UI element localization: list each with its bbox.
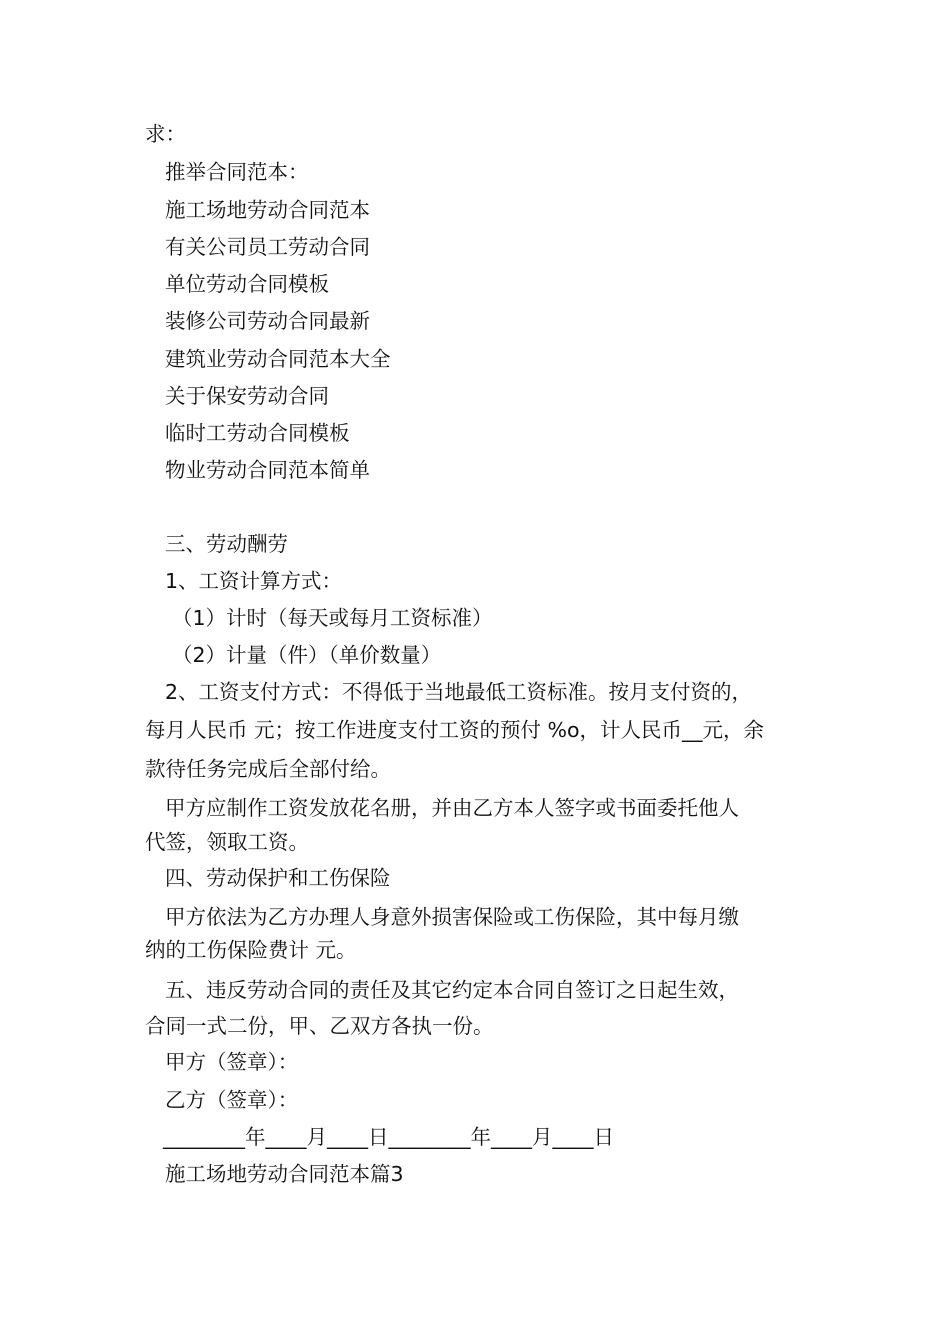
- text-line: 有关公司员工劳动合同: [165, 235, 370, 259]
- text-line: 临时工劳动合同模板: [165, 421, 350, 445]
- text-line: 甲方依法为乙方办理人身意外损害保险或工伤保险，其中每月缴: [165, 905, 739, 929]
- text-line: 装修公司劳动合同最新: [165, 309, 370, 333]
- section-heading: 三、劳动酬劳: [165, 532, 288, 556]
- text-line: （2）计量（件）（单价数量）: [172, 643, 442, 667]
- text-line: 1、工资计算方式：: [165, 569, 343, 593]
- text-line: 施工场地劳动合同范本: [165, 198, 370, 222]
- text-line: 款待任务完成后全部付给。: [145, 757, 391, 781]
- text-line: 合同一式二份，甲、乙双方各执一份。: [145, 1014, 494, 1038]
- signature-line-party-b: 乙方（签章）：: [165, 1088, 299, 1112]
- text-line: （1）计时（每天或每月工资标准）: [172, 606, 493, 630]
- text-line: 甲方应制作工资发放花名册，并由乙方本人签字或书面委托他人: [165, 796, 739, 820]
- section-title: 施工场地劳动合同范本篇3: [165, 1162, 404, 1186]
- text-line: 推举合同范本：: [165, 160, 309, 184]
- section-heading: 四、劳动保护和工伤保险: [165, 866, 391, 890]
- section-heading: 五、违反劳动合同的责任及其它约定本合同自签订之日起生效，: [165, 978, 739, 1002]
- text-line: 纳的工伤保险费计 元。: [145, 938, 357, 962]
- signature-line-party-a: 甲方（签章）：: [165, 1050, 299, 1074]
- text-line: 关于保安劳动合同: [165, 384, 329, 408]
- text-line: 单位劳动合同模板: [165, 272, 329, 296]
- text-line: 代签，领取工资。: [145, 830, 309, 854]
- text-line: 求：: [145, 122, 186, 146]
- date-line: ________年____月____日________年____月____日: [163, 1125, 614, 1149]
- text-line: 物业劳动合同范本简单: [165, 458, 370, 482]
- text-line: 每月人民币 元；按工作进度支付工资的预付 %o，计人民币__元，余: [145, 718, 765, 742]
- text-line: 2、工资支付方式：不得低于当地最低工资标准。按月支付资的，: [165, 680, 753, 704]
- text-line: 建筑业劳动合同范本大全: [165, 347, 391, 371]
